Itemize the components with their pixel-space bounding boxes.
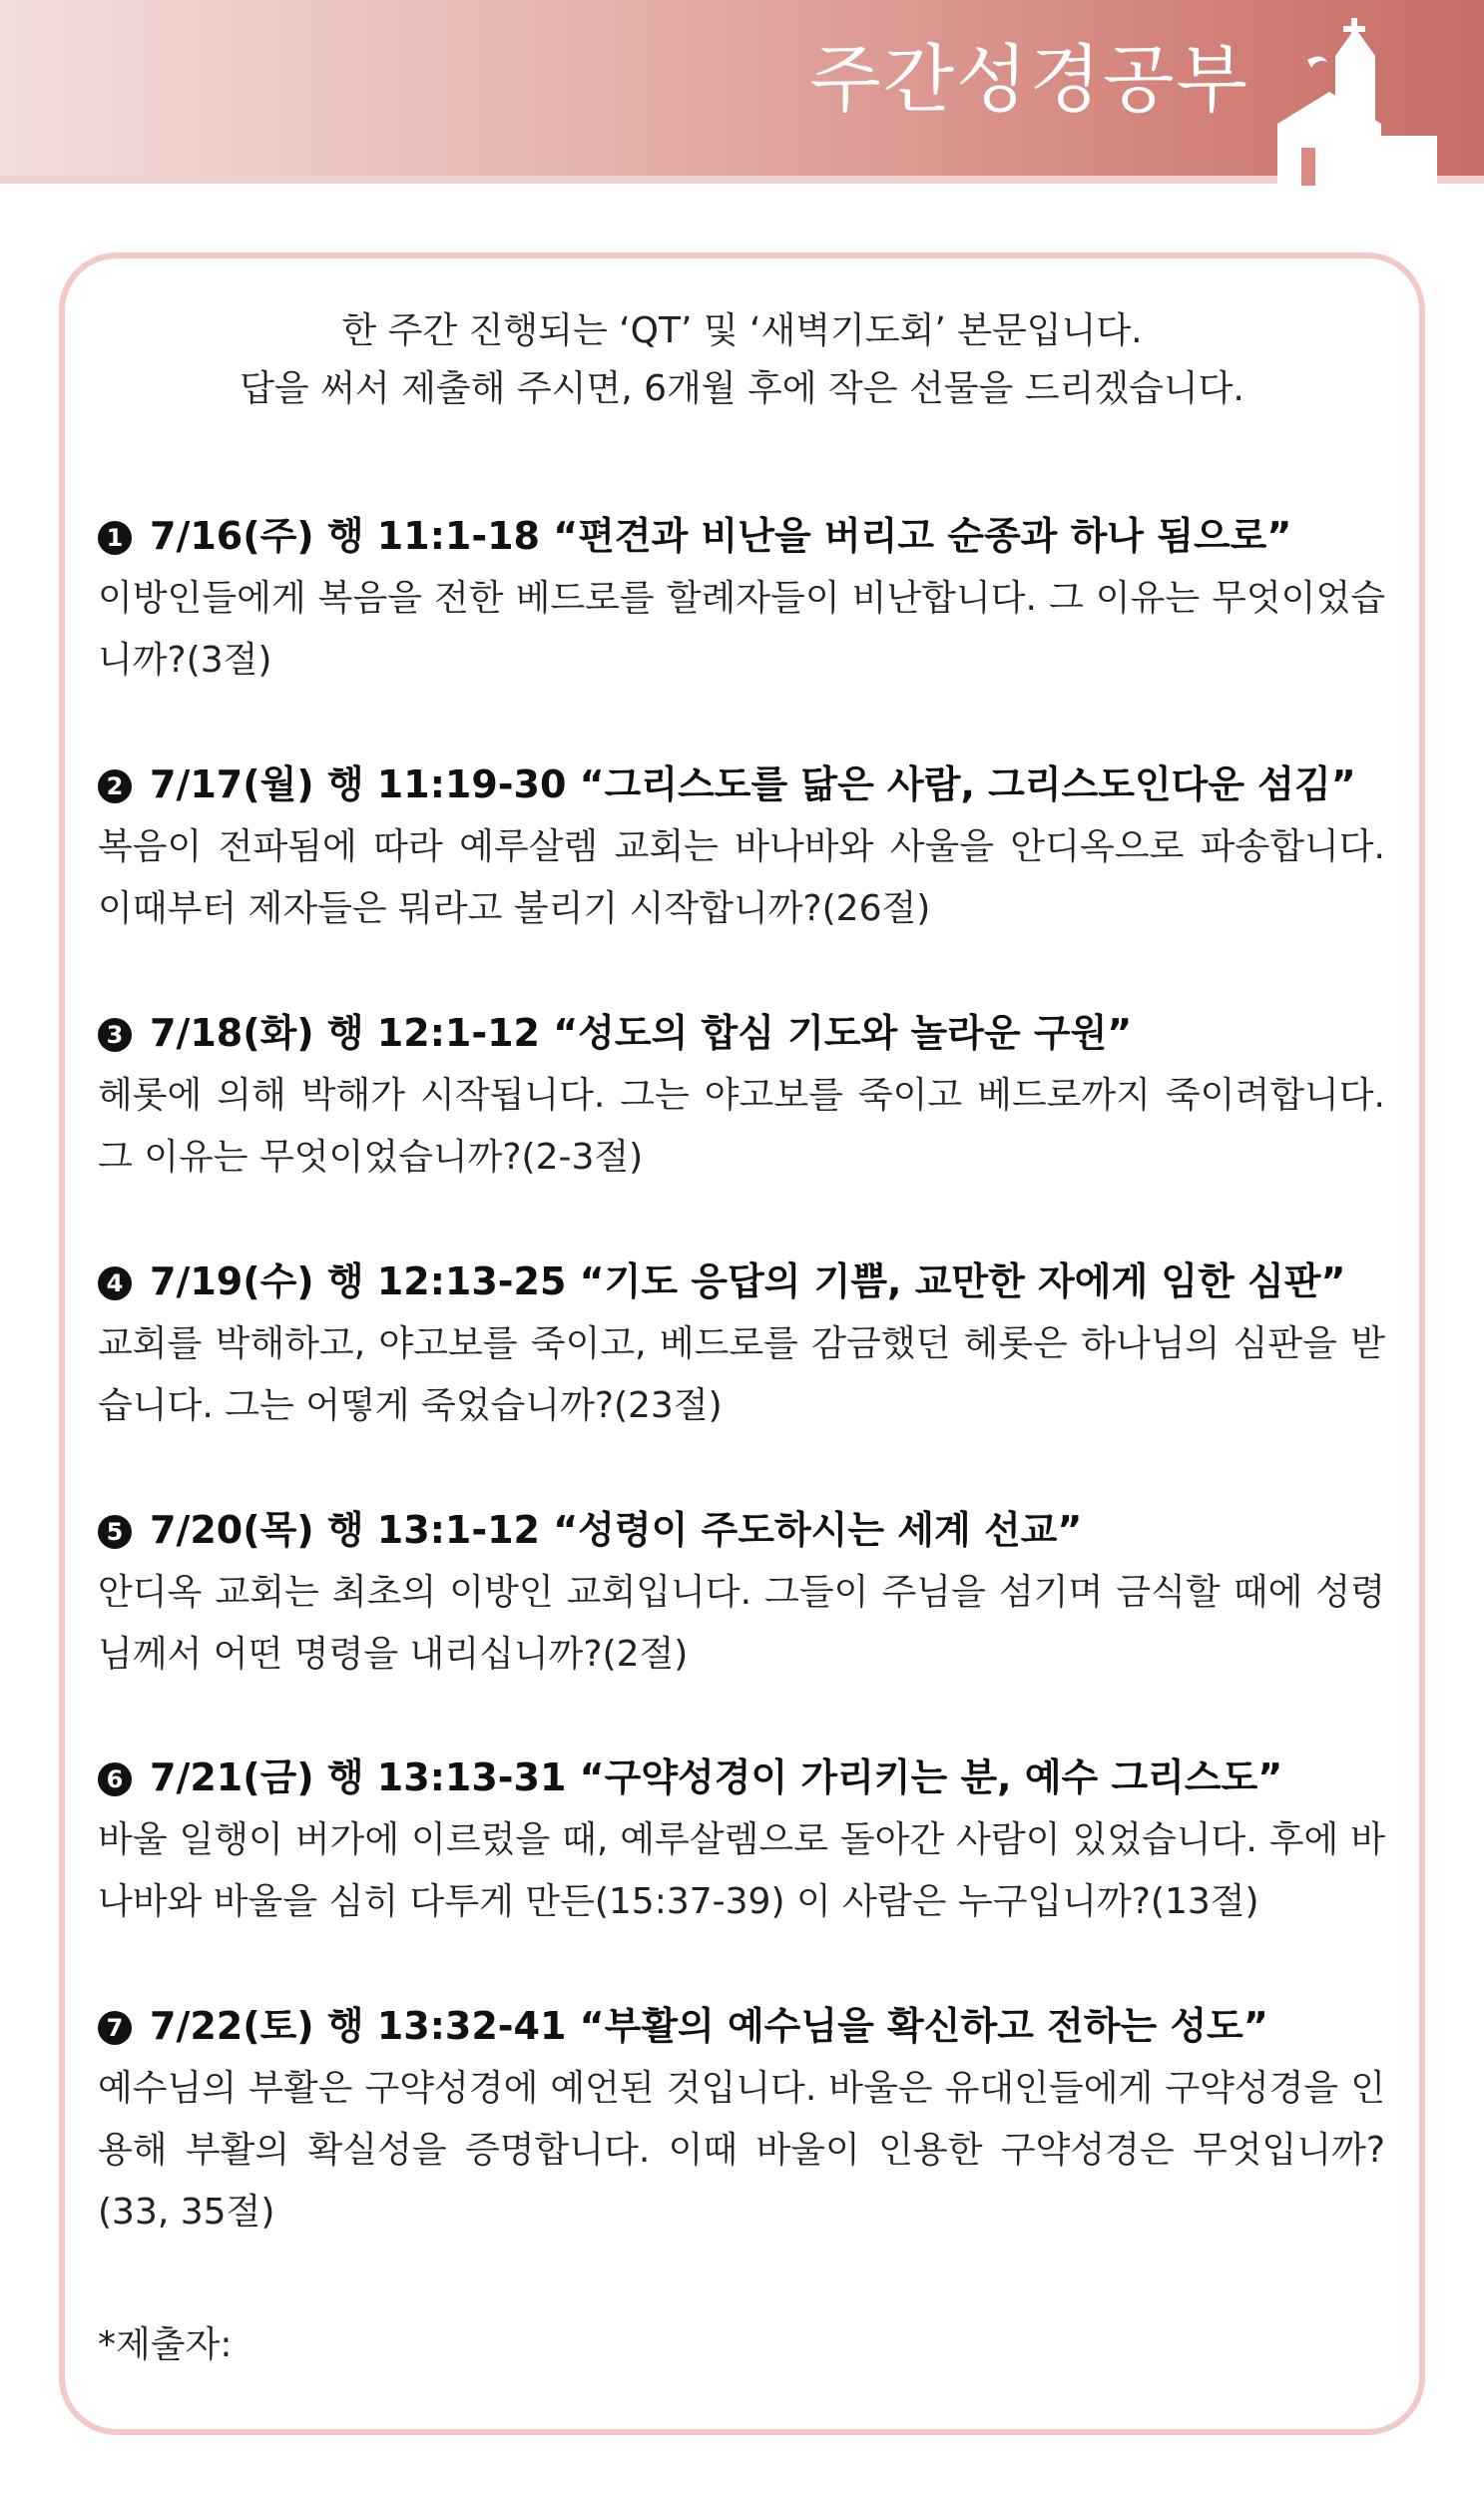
question-2 (98, 752, 1385, 940)
question-title: 7/18(화) 행 12:1-12 “성도의 합심 기도와 놀라운 구원” (150, 1011, 1133, 1055)
question-text: 예수님의 부활은 구약성경에 예언된 것입니다. 바울은 유대인들에게 구약성경을 인용해 부활의 확실성을 증명합니다. 이때 바울이 인용한 구약성경은 무엇입니까?(33, 35절) (98, 2068, 1385, 2233)
number-badge: 6 (98, 1762, 132, 1796)
question-3 (98, 1001, 1385, 1189)
question-6 (98, 1746, 1385, 1933)
question-text: 바울 일행이 버가에 이르렀을 때, 예루살렘으로 돌아간 사람이 있었습니다. 후에 바나바와 바울을 심히 다투게 만든(15:37-39) 이 사람은 누구입니까?(13절) (98, 1819, 1385, 1922)
intro-line-2: 답을 써서 제출해 주시면, 6개월 후에 작은 선물을 드리겠습니다. (240, 368, 1244, 409)
question-heading (98, 1001, 1385, 1065)
question-text: 헤롯에 의해 박해가 시작됩니다. 그는 야고보를 죽이고 베드로까지 죽이려합니다. 그 이유는 무엇이었습니까?(2-3절) (98, 1075, 1385, 1178)
intro-line-1: 한 주간 진행되는 ‘QT’ 및 ‘새벽기도회’ 본문입니다. (341, 310, 1143, 351)
church-icon (1277, 18, 1437, 186)
question-heading (98, 1746, 1385, 1809)
number-badge: 3 (98, 1018, 132, 1052)
question-heading (98, 1250, 1385, 1313)
header-banner (0, 0, 1484, 183)
question-4 (98, 1250, 1385, 1437)
question-title: 7/19(수) 행 12:13-25 “기도 응답의 기쁨, 교만한 자에게 임한 심판” (150, 1259, 1346, 1303)
header-divider (0, 176, 1484, 184)
question-title: 7/16(주) 행 11:1-18 “편견과 비난을 버리고 순종과 하나 됨으로” (150, 514, 1292, 558)
question-5 (98, 1498, 1385, 1686)
submitter-label: *제출자: (98, 2324, 233, 2365)
number-badge: 7 (98, 2011, 132, 2045)
question-text: 교회를 박해하고, 야고보를 죽이고, 베드로를 감금했던 헤롯은 하나님의 심판을 받습니다. 그는 어떻게 죽었습니까?(23절) (98, 1323, 1385, 1426)
question-heading (98, 1498, 1385, 1562)
number-badge: 2 (98, 769, 132, 803)
question-text: 복음이 전파됨에 따라 예루살렘 교회는 바나바와 사울을 안디옥으로 파송합니다. 이때부터 제자들은 뭐라고 불리기 시작합니까?(26절) (98, 826, 1385, 929)
question-heading (98, 1994, 1385, 2058)
number-badge: 4 (98, 1266, 132, 1300)
question-text: 이방인들에게 복음을 전한 베드로를 할례자들이 비난합니다. 그 이유는 무엇이었습니까?(3절) (98, 578, 1385, 681)
question-title: 7/17(월) 행 11:19-30 “그리스도를 닮은 사람, 그리스도인다운 섬김” (150, 762, 1356, 806)
question-title: 7/22(토) 행 13:32-41 “부활의 예수님을 확신하고 전하는 성도” (150, 2004, 1268, 2048)
number-badge: 5 (98, 1515, 132, 1549)
question-title: 7/21(금) 행 13:13-31 “구약성경이 가리키는 분, 예수 그리스도” (150, 1755, 1283, 1799)
question-1 (98, 504, 1385, 692)
question-7 (98, 1994, 1385, 2244)
number-badge: 1 (98, 521, 132, 555)
page-title: 주간성경공부 (809, 37, 1249, 123)
question-heading (98, 752, 1385, 816)
intro-text (0, 302, 1484, 418)
question-heading (98, 504, 1385, 568)
question-title: 7/20(목) 행 13:1-12 “성령이 주도하시는 세계 선교” (150, 1508, 1083, 1552)
question-text: 안디옥 교회는 최초의 이방인 교회입니다. 그들이 주님을 섬기며 금식할 때에 성령님께서 어떤 명령을 내리십니까?(2절) (98, 1572, 1385, 1675)
